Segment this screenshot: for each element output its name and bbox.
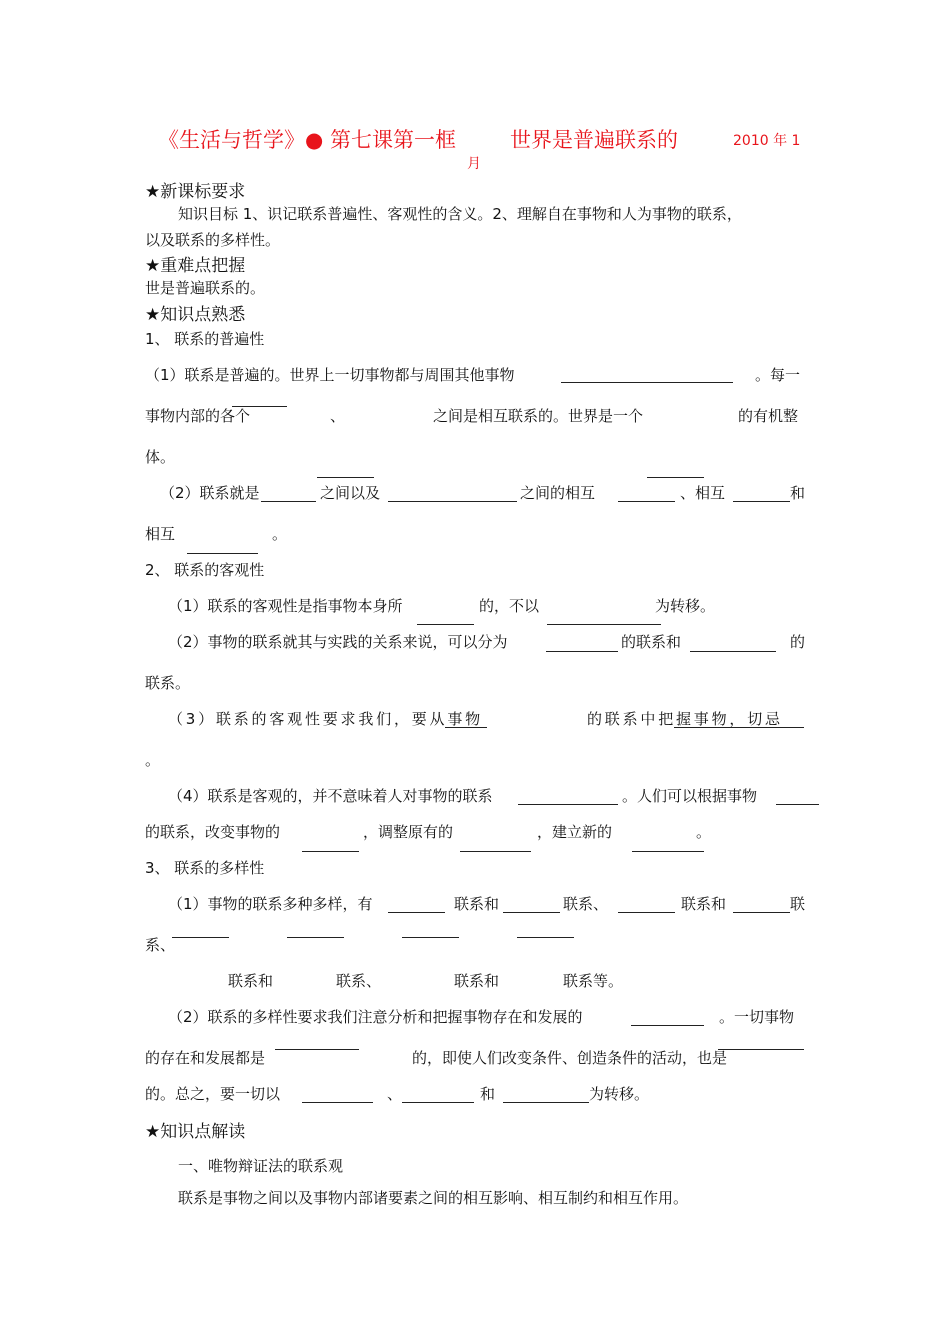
blank-15[interactable]	[674, 727, 804, 728]
blank-10[interactable]	[417, 624, 474, 625]
text-r1e: 联	[790, 895, 806, 913]
blank-5[interactable]	[261, 501, 316, 502]
text-q4d: ，调整原有的	[363, 823, 454, 841]
doc-date-year: 2010 年 1	[733, 133, 801, 149]
text-p1g: 体。	[145, 448, 176, 466]
text-q2b: 的联系和	[621, 633, 682, 651]
text-r2b: 。一切事物	[719, 1008, 795, 1026]
text-r1f: 系、	[145, 936, 176, 954]
text-p2b: 之间以及	[320, 484, 381, 502]
blank-30[interactable]	[275, 1049, 359, 1050]
blank-31[interactable]	[718, 1049, 804, 1050]
text-p2f: 相互	[145, 525, 176, 543]
blank-32[interactable]	[302, 1102, 373, 1103]
interpretation-subheading: 一、唯物辩证法的联系观	[178, 1157, 344, 1175]
blank-14[interactable]	[445, 727, 487, 728]
text-r2a: （2）联系的多样性要求我们注意分析和把握事物存在和发展的	[168, 1008, 583, 1026]
blank-33[interactable]	[402, 1102, 474, 1103]
text-p2c: 之间的相互	[520, 484, 596, 502]
blank-3[interactable]	[317, 477, 374, 478]
section-heading-knowledge: ★知识点熟悉	[145, 305, 246, 325]
doc-title: 《生活与哲学》● 第七课第一框	[158, 128, 456, 152]
text-r2c: 的存在和发展都是	[145, 1049, 266, 1067]
text-p2g: 。	[272, 525, 288, 543]
blank-34[interactable]	[503, 1102, 589, 1103]
blank-19[interactable]	[460, 851, 531, 852]
standards-line-1: 知识目标 1、识记联系普遍性、客观性的含义。2、理解自在事物和人为事物的联系，	[178, 205, 742, 223]
text-p1f: 的有机整	[738, 407, 799, 425]
text-q1b: 的，不以	[479, 597, 540, 615]
section-heading-standards: ★新课标要求	[145, 182, 246, 202]
text-r1a: （1）事物的联系多种多样，有	[168, 895, 373, 913]
text-r1g: 联系和	[228, 972, 274, 990]
section-heading-interpretation: ★知识点解读	[145, 1122, 246, 1142]
text-r1d: 联系和	[681, 895, 727, 913]
blank-23[interactable]	[618, 912, 675, 913]
text-r1h: 联系、	[336, 972, 382, 990]
text-r2h: 为转移。	[589, 1085, 650, 1103]
blank-21[interactable]	[388, 912, 445, 913]
text-p2a: （2）联系就是	[160, 484, 260, 502]
doc-subtitle: 世界是普遍联系的	[510, 128, 678, 152]
text-q2c: 的	[790, 633, 806, 651]
text-r2f: 、	[387, 1085, 403, 1103]
blank-25[interactable]	[172, 937, 229, 938]
text-p1d: 、	[330, 407, 346, 425]
text-q4e: ，建立新的	[537, 823, 613, 841]
text-p1a: （1）联系是普遍的。世界上一切事物都与周围其他事物	[145, 366, 515, 384]
text-q4b: 。人们可以根据事物	[622, 787, 758, 805]
blank-11[interactable]	[547, 624, 661, 625]
blank-22[interactable]	[503, 912, 560, 913]
text-r2e: 的。总之，要一切以	[145, 1085, 281, 1103]
text-p2d: 、相互	[680, 484, 726, 502]
text-q3a: （3）联系的客观性要求我们，要从事物	[168, 710, 483, 728]
blank-1[interactable]	[561, 382, 733, 383]
text-r2g: 和	[480, 1085, 496, 1103]
blank-6[interactable]	[388, 501, 517, 502]
text-r1j: 联系等。	[563, 972, 624, 990]
topic-objectivity: 2、 联系的客观性	[145, 561, 265, 579]
blank-16[interactable]	[518, 804, 618, 805]
text-q2d: 联系。	[145, 674, 191, 692]
topic-universality: 1、 联系的普遍性	[145, 330, 265, 348]
blank-17[interactable]	[776, 804, 819, 805]
text-q3b: 的联系中把握事物，切忌	[587, 710, 783, 728]
blank-2[interactable]	[232, 406, 287, 407]
text-q1c: 为转移。	[655, 597, 716, 615]
text-p1e: 之间是相互联系的。世界是一个	[433, 407, 644, 425]
blank-20[interactable]	[632, 851, 704, 852]
blank-18[interactable]	[302, 851, 359, 852]
blank-29[interactable]	[631, 1025, 704, 1026]
text-p2e: 和	[790, 484, 806, 502]
text-p1c: 事物内部的各个	[145, 407, 251, 425]
blank-28[interactable]	[517, 937, 574, 938]
blank-4[interactable]	[647, 477, 704, 478]
standards-line-2: 以及联系的多样性。	[145, 231, 281, 249]
text-q2a: （2）事物的联系就其与实践的关系来说，可以分为	[168, 633, 508, 651]
blank-27[interactable]	[402, 937, 459, 938]
text-p1b: 。每一	[755, 366, 801, 384]
blank-12[interactable]	[546, 651, 618, 652]
blank-9[interactable]	[187, 553, 258, 554]
text-q4f: 。	[696, 823, 712, 841]
blank-13[interactable]	[690, 651, 776, 652]
doc-date-month: 月	[467, 156, 481, 172]
topic-diversity: 3、 联系的多样性	[145, 859, 265, 877]
text-q1a: （1）联系的客观性是指事物本身所	[168, 597, 403, 615]
blank-7[interactable]	[618, 501, 675, 502]
text-r1i: 联系和	[454, 972, 500, 990]
section-heading-keypoints: ★重难点把握	[145, 256, 246, 276]
blank-8[interactable]	[733, 501, 790, 502]
blank-26[interactable]	[287, 937, 344, 938]
text-q4a: （4）联系是客观的，并不意味着人对事物的联系	[168, 787, 493, 805]
interpretation-line-1: 联系是事物之间以及事物内部诸要素之间的相互影响、相互制约和相互作用。	[178, 1189, 689, 1207]
text-r1b: 联系和	[454, 895, 500, 913]
keypoints-line-1: 世是普遍联系的。	[145, 279, 266, 297]
text-r1c: 联系、	[563, 895, 609, 913]
text-q4c: 的联系，改变事物的	[145, 823, 281, 841]
text-r2d: 的，即使人们改变条件、创造条件的活动，也是	[412, 1049, 728, 1067]
blank-24[interactable]	[733, 912, 790, 913]
text-q3c: 。	[145, 751, 161, 769]
